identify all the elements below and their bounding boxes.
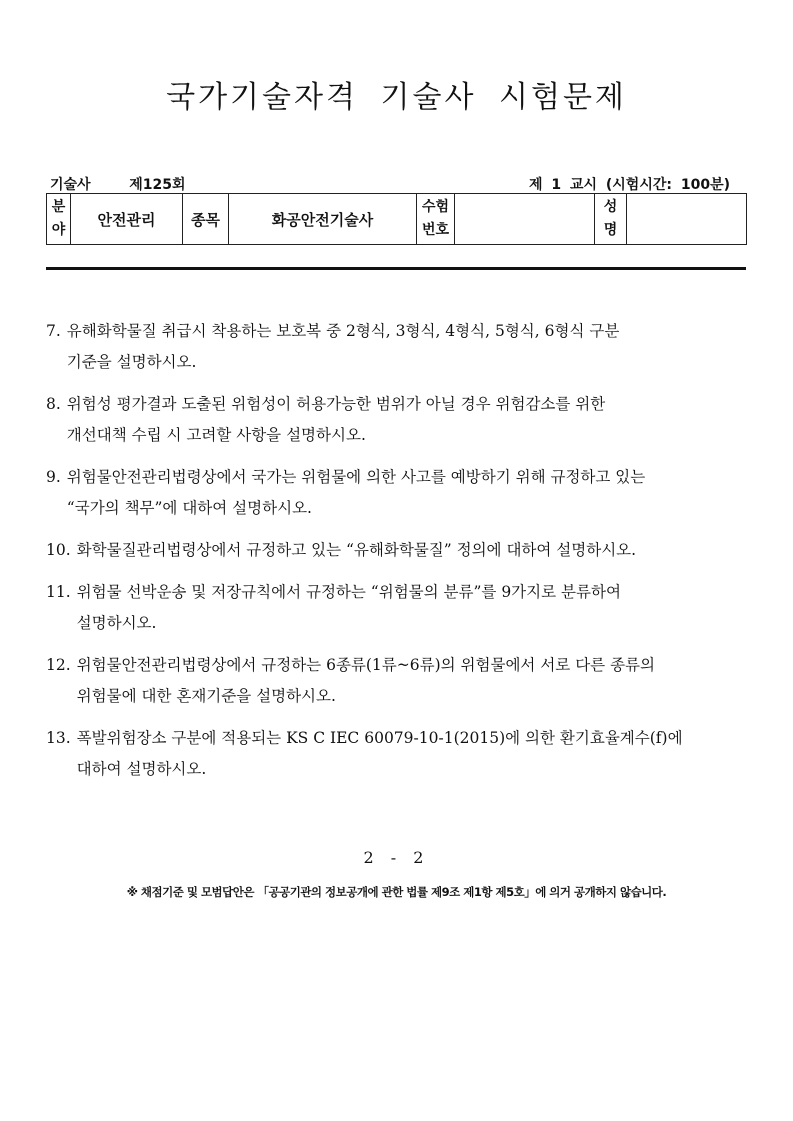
name-field[interactable] xyxy=(627,194,747,245)
exam-round: 기술사 제125회 xyxy=(50,177,186,193)
question-number: 12. xyxy=(46,656,71,674)
item-label: 종목 xyxy=(183,194,229,245)
question-number: 11. xyxy=(46,583,71,601)
question-text: 위험성 평가결과 도출된 위험성이 허용가능한 범위가 아닐 경우 위험감소를 위한 개선대책 수립 시 고려할 사항을 설명하시오. xyxy=(66,395,606,444)
question-text: 유해화학물질 취급시 착용하는 보호복 중 2형식, 3형식, 4형식, 5형식, 6형식 구분 기준을 설명하시오. xyxy=(66,322,620,371)
question-item xyxy=(46,650,746,712)
question-text: 위험물안전관리법령상에서 규정하는 6종류(1류~6류)의 위험물에서 서로 다른 종류의 위험물에 대한 혼재기준을 설명하시오. xyxy=(76,656,655,705)
question-list xyxy=(46,316,746,796)
question-number: 8. xyxy=(46,395,61,413)
question-text: 위험물안전관리법령상에서 국가는 위험물에 의한 사고를 예방하기 위해 규정하고 있는 “국가의 책무”에 대하여 설명하시오. xyxy=(66,468,646,517)
question-item xyxy=(46,723,746,785)
header-divider xyxy=(46,267,746,270)
question-item xyxy=(46,535,746,566)
document-title: 국가기술자격 기술사 시험문제 xyxy=(166,80,627,115)
question-item xyxy=(46,316,746,378)
question-text: 폭발위험장소 구분에 적용되는 KS C IEC 60079-10-1(2015)에 의한 환기효율계수(f)에 대하여 설명하시오. xyxy=(76,729,683,778)
field-value: 안전관리 xyxy=(71,194,183,245)
exam-session: 제 1 교시 (시험시간: 100분) xyxy=(528,177,730,193)
question-number: 10. xyxy=(46,541,71,559)
question-item xyxy=(46,577,746,639)
disclosure-notice: ※ 채점기준 및 모범답안은 「공공기관의 정보공개에 관한 법률 제9조 제1항 제5호」에 의거 공개하지 않습니다. xyxy=(126,885,667,899)
exam-meta-row xyxy=(46,174,746,194)
page-number: 2 - 2 xyxy=(363,848,430,867)
field-label: 분야 xyxy=(47,194,71,245)
question-text: 화학물질관리법령상에서 규정하고 있는 “유해화학물질” 정의에 대하여 설명하시오. xyxy=(76,541,637,559)
name-label: 성명 xyxy=(595,194,627,245)
exam-number-field[interactable] xyxy=(455,194,595,245)
exam-number-label: 수험번호 xyxy=(417,194,455,245)
question-text: 위험물 선박운송 및 저장규칙에서 규정하는 “위험물의 분류”를 9가지로 분류하여 설명하시오. xyxy=(76,583,621,632)
question-item xyxy=(46,389,746,451)
question-number: 7. xyxy=(46,322,61,340)
question-number: 13. xyxy=(46,729,71,747)
question-number: 9. xyxy=(46,468,61,486)
exam-info-table xyxy=(46,193,747,245)
question-item xyxy=(46,462,746,524)
item-value: 화공안전기술사 xyxy=(229,194,417,245)
